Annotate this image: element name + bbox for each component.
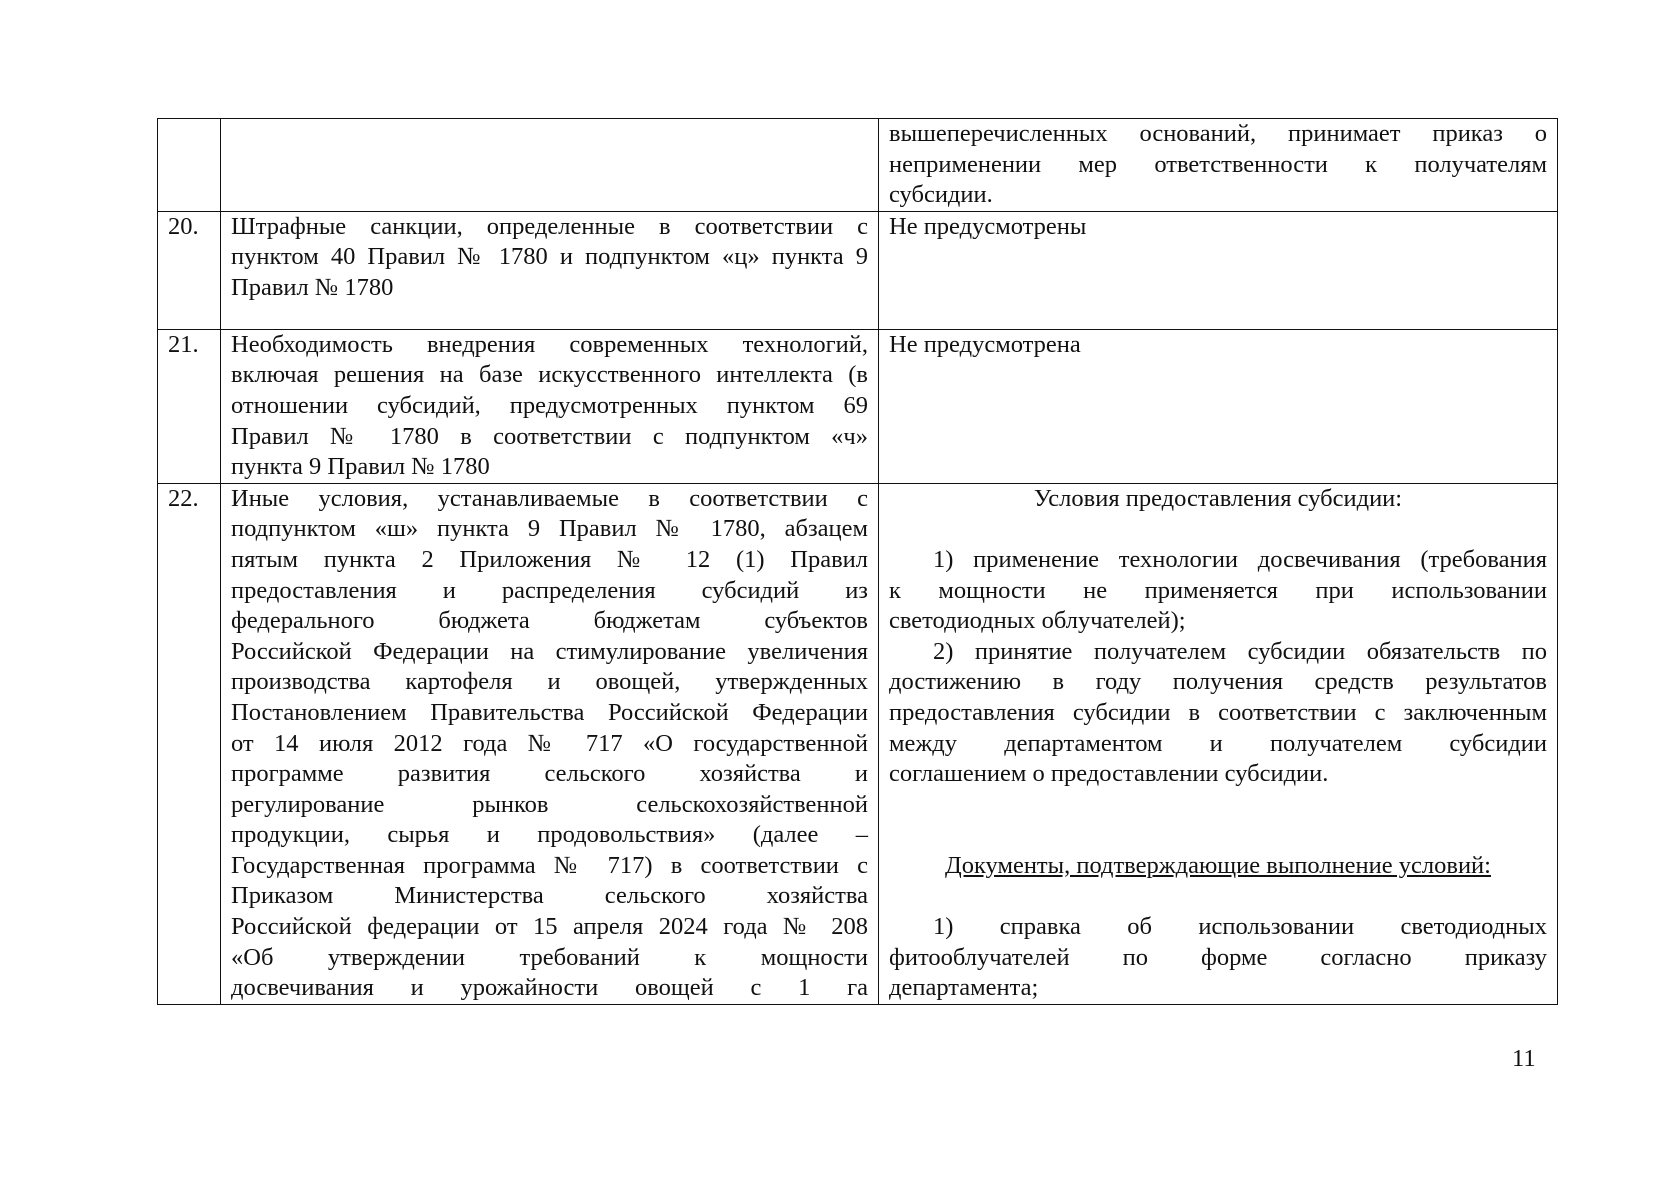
text-line: регулирование рынков сельскохозяйственной [231, 790, 868, 818]
table-row-22 [158, 483, 1558, 1004]
spacer [889, 881, 1547, 912]
page-number: 11 [1512, 1045, 1536, 1072]
text-line: Правил № 1780 [231, 273, 394, 301]
text-line: Не предусмотрена [889, 330, 1081, 358]
row-value-cell [879, 483, 1558, 1004]
text-line: департамента; [889, 974, 1039, 1002]
row-name-cell [221, 211, 879, 329]
text-line: Российской Федерации на стимулирование увеличения [231, 637, 868, 665]
row-name-cell [221, 329, 879, 483]
text-line: Российской федерации от 15 апреля 2024 года № 208 [231, 913, 868, 941]
row-number-cell [158, 119, 221, 212]
text-line: предоставления субсидии в соответствии с заключенным [889, 698, 1547, 726]
text-line: досвечивания и урожайности овощей с 1 га [231, 974, 868, 1002]
text-line: продукции, сырья и продовольствия» (далее – [231, 821, 868, 849]
spacer [889, 820, 1547, 851]
text-line: пункта 9 Правил № 1780 [231, 453, 490, 481]
row-number: 21. [158, 329, 221, 483]
text-line: подпунктом «ш» пункта 9 Правил № 1780, абзацем [231, 515, 868, 543]
text-line: Штрафные санкции, определенные в соответствии с [231, 212, 868, 240]
text-line: неприменении мер ответственности к получателям [889, 150, 1547, 178]
text-line: «Об утверждении требований к мощности [231, 943, 868, 971]
text-line: пунктом 40 Правил № 1780 и подпунктом «ц» пункта 9 [231, 243, 868, 271]
text-line: 2) принятие получателем субсидии обязательств по [933, 637, 1547, 665]
text-line: между департаментом и получателем субсидии [889, 729, 1547, 757]
row-number: 20. [158, 211, 221, 329]
text-line: к мощности не применяется при использовании [889, 576, 1547, 604]
text-line: Приказом Министерства сельского хозяйства [231, 882, 868, 910]
text-line: 1) справка об использовании светодиодных [933, 913, 1547, 941]
conditions-table [157, 118, 1558, 1005]
text-line: производства картофеля и овощей, утвержденных [231, 668, 868, 696]
conditions-heading: Условия предоставления субсидии: [1033, 484, 1403, 512]
table-row-continuation [158, 119, 1558, 212]
text-line: Постановлением Правительства Российской Федерации [231, 698, 868, 726]
text-line: достижению в году получения средств результатов [889, 668, 1547, 696]
spacer [889, 790, 1547, 821]
text-line: предоставления и распределения субсидий из [231, 576, 868, 604]
row-name-cell [221, 483, 879, 1004]
spacer [889, 514, 1547, 545]
row-number: 22. [158, 483, 221, 1004]
text-line: включая решения на базе искусственного интеллекта (в [231, 361, 868, 389]
text-line: пятым пункта 2 Приложения № 12 (1) Правил [231, 545, 868, 573]
text-line: отношении субсидий, предусмотренных пунктом 69 [231, 391, 868, 419]
text-line: фитооблучателей по форме согласно приказу [889, 943, 1547, 971]
text-line: программе развития сельского хозяйства и [231, 760, 868, 788]
row-value-cell [879, 211, 1558, 329]
row-value-cell [879, 119, 1558, 212]
table-row-21 [158, 329, 1558, 483]
text-line: Государственная программа № 717) в соответствии с [231, 851, 868, 879]
documents-heading: Документы, подтверждающие выполнение условий: [945, 851, 1491, 879]
text-line: субсидии. [889, 181, 993, 209]
text-line: 1) применение технологии досвечивания (требования [933, 545, 1547, 573]
table-row-20 [158, 211, 1558, 329]
text-line: светодиодных облучателей); [889, 607, 1186, 635]
row-name-cell [221, 119, 879, 212]
text-line: соглашением о предоставлении субсидии. [889, 760, 1329, 788]
text-line: вышеперечисленных оснований, принимает приказ о [889, 120, 1547, 147]
row-value-cell [879, 329, 1558, 483]
text-line: Иные условия, устанавливаемые в соответствии с [231, 484, 868, 512]
text-line: от 14 июля 2012 года № 717 «О государственной [231, 729, 868, 757]
text-line: федерального бюджета бюджетам субъектов [231, 607, 868, 635]
text-line: Не предусмотрены [889, 212, 1087, 240]
text-line: Необходимость внедрения современных технологий, [231, 330, 868, 358]
text-line: Правил № 1780 в соответствии с подпунктом «ч» [231, 422, 868, 450]
